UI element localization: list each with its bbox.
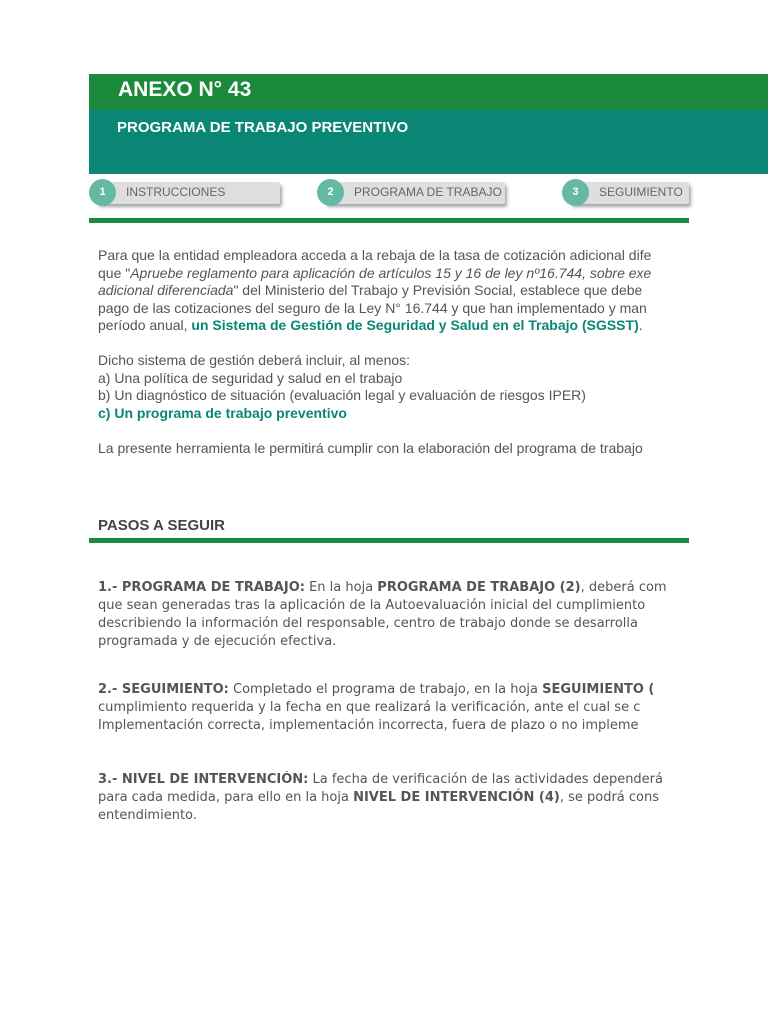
list-item-highlight: c) Un programa de trabajo preventivo <box>98 404 347 421</box>
step-1: 1.- PROGRAMA DE TRABAJO: En la hoja PROGRAMA DE TRABAJO (2), deberá com que sean generadas tras la aplicación de la Autoevaluación inicial del cumplimiento describiendo la información del responsable, centro de trabajo donde se desarrolla programada y de ejecución efectiva. <box>98 580 667 649</box>
tab-label: SEGUIMIENTO <box>599 185 683 199</box>
intro-line: adicional diferenciada" del Ministerio del Trabajo y Previsión Social, establece que debe <box>98 282 643 298</box>
intro-line: que "Apruebe reglamento para aplicación de artículos 15 y 16 de ley nº16.744, sobre exe <box>98 264 652 281</box>
tab-instrucciones[interactable] <box>97 182 280 204</box>
sgsst-highlight: un Sistema de Gestión de Seguridad y Salud en el Trabajo (SGSST) <box>191 317 639 333</box>
section-title: PASOS A SEGUIR <box>98 517 225 534</box>
tab-seguimiento[interactable] <box>570 182 689 204</box>
step-3: 3.- NIVEL DE INTERVENCIÓN: La fecha de verificación de las actividades dependerá para cada medida, para ello en la hoja NIVEL DE INTERVENCIÓN (4), se podrá cons entendimiento. <box>98 772 663 823</box>
list-item: a) Una política de seguridad y salud en el trabajo <box>98 369 403 386</box>
page-title: ANEXO N° 43 <box>118 78 252 101</box>
intro-line: La presente herramienta le permitirá cumplir con la elaboración del programa de trabajo <box>98 439 643 456</box>
divider-bar <box>89 218 689 223</box>
header-top-band <box>89 74 768 110</box>
divider-bar <box>89 538 689 543</box>
tab-number-badge: 2 <box>317 179 344 206</box>
intro-line: Para que la entidad empleadora acceda a la rebaja de la tasa de cotización adicional dife <box>98 247 652 263</box>
intro-line: Dicho sistema de gestión deberá incluir, al menos: <box>98 352 411 368</box>
tab-number-badge: 1 <box>89 179 116 206</box>
step-2: 2.- SEGUIMIENTO: Completado el programa de trabajo, en la hoja SEGUIMIENTO ( cumplimiento requerida y la fecha en que realizará la verificación, ante el cual se c Implementación correcta, implementación incorrecta, fuera de plazo o no impleme <box>98 682 655 733</box>
header-banner <box>89 74 768 174</box>
page-subtitle: PROGRAMA DE TRABAJO PREVENTIVO <box>117 119 409 136</box>
sheet-tabs <box>89 178 689 214</box>
intro-line: período anual, un Sistema de Gestión de Seguridad y Salud en el Trabajo (SGSST). <box>98 317 643 333</box>
tab-number-badge: 3 <box>562 179 589 206</box>
tab-programa-de-trabajo[interactable] <box>325 182 505 204</box>
intro-line: pago de las cotizaciones del seguro de la Ley N° 16.744 y que han implementado y man <box>98 299 647 316</box>
tab-label: PROGRAMA DE TRABAJO <box>354 185 502 199</box>
tab-label: INSTRUCCIONES <box>126 185 226 199</box>
list-item: b) Un diagnóstico de situación (evaluación legal y evaluación de riesgos IPER) <box>98 387 586 403</box>
intro-text <box>98 247 689 457</box>
